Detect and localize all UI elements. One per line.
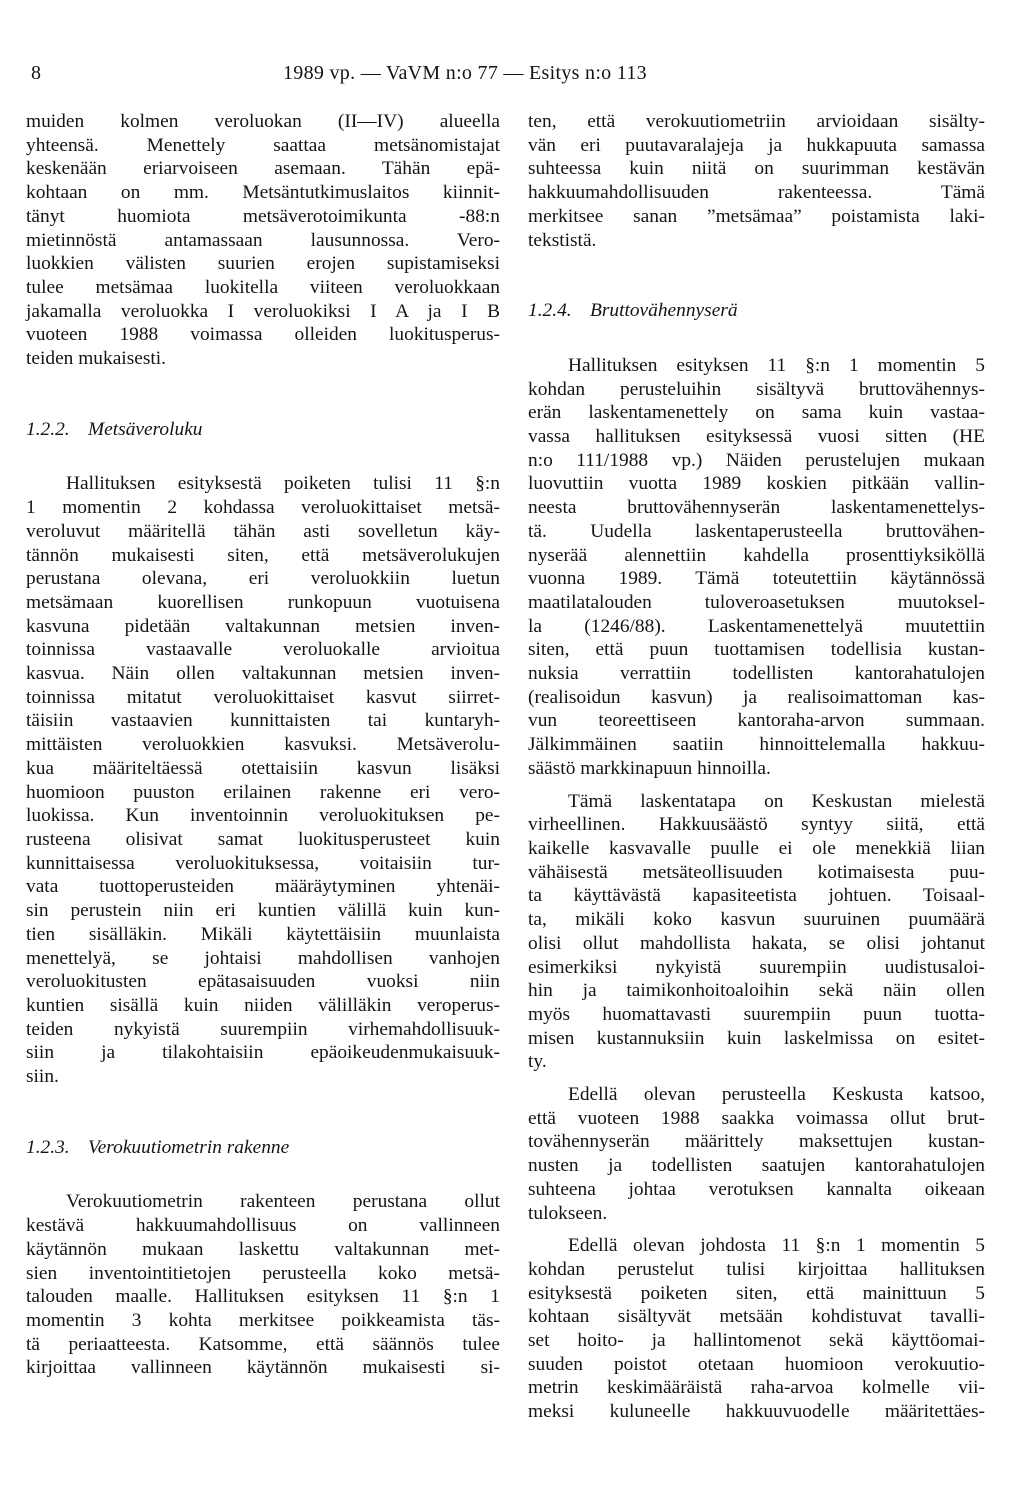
paragraph [528,110,985,252]
text-line: kohdan perusteluihin sisältyvä bruttovähennys- [528,378,985,400]
text-line: yhteensä. Menettely saattaa metsänomistajat [26,134,500,156]
running-head: 1989 vp. — VaVM n:o 77 — Esitys n:o 113 [283,62,647,84]
section-number: 1.2.4. [528,300,572,322]
text-line: kunnittaisessa veroluokituksessa, voitaisiin tur- [26,852,500,874]
text-line: luovuttiin vuotta 1989 koskien pitkään vallin- [528,473,985,495]
text-line: kohtaan on mm. Metsäntutkimuslaitos kiinnit- [26,182,500,204]
page-number: 8 [31,62,41,84]
paragraph [26,1190,500,1380]
text-line: siten, että puun tuottamisen todellisia kustan- [528,639,985,661]
paragraph [528,354,985,781]
text-line: kirjoittaa vallinneen käytännön mukaisesti si- [26,1357,500,1379]
text-line: esimerkiksi nykyistä suurempiin uudistusaloi- [528,956,985,978]
text-line: toinnissa mitatut veroluokittaiset kasvut siirret- [26,686,500,708]
section-heading-verokuutiometrin-rakenne [26,1136,500,1160]
section-title: Bruttovähennyserä [590,300,738,322]
section-number: 1.2.2. [26,418,70,440]
text-line: kohtaan sisältyvät metsään kohdistuvat tavalli- [528,1306,985,1328]
text-line: vata tuottoperusteiden määräytyminen yhtenäi- [26,876,500,898]
text-line: la (1246/88). Laskentamenettelyä muutettiin [528,615,985,637]
text-line: esityksestä poiketen siten, että mainittuun 5 [528,1282,985,1304]
text-line: tovähennyserän määrittely maksettujen kustan- [528,1131,985,1153]
text-line: ta käyttävästä kapasiteetista johtuen. Toisaal- [528,885,985,907]
text-line: säästö markkinapuun hinnoilla. [528,757,771,779]
text-line: neesta bruttovähennyserän laskentamenettelys- [528,497,985,519]
text-line: teiden mukaisesti. [26,348,167,370]
text-line: set hoito- ja hallintomenot sekä käyttöomai- [528,1330,985,1352]
text-line: siin ja tilakohtaisiin epäoikeudenmukaisuuk- [26,1042,500,1064]
paragraph [26,472,500,1088]
text-line: luokkien välisten suurien erojen supistamiseksi [26,253,500,275]
text-line: (realisoidun kasvun) ja realisoimattoman kas- [528,686,985,708]
text-line: 1 momentin 2 kohdassa veroluokittaiset metsä- [26,497,500,519]
paragraph [528,1234,985,1424]
text-line: perustana olevana, eri veroluokkiin luetun [26,568,500,590]
text-line: kuntien sisällä kuin niiden välilläkin veroperus- [26,994,500,1016]
text-line: vassa hallituksen esityksessä vuosi sitten (HE [528,426,985,448]
text-line: huomioon puuston erilainen rakenne eri vero- [26,781,500,803]
text-line: merkitsee sanan ”metsämaa” poistamista laki- [528,205,985,227]
paragraph [26,110,500,371]
section-title: Metsäveroluku [88,418,203,440]
text-line: kua määriteltäessä otettaisiin kasvun lisäksi [26,757,500,779]
text-line: talouden maalle. Hallituksen esityksen 11 §:n 1 [26,1286,500,1308]
text-line: metrin keskimääräistä raha-arvoa kolmelle vii- [528,1377,985,1399]
left-column [26,110,500,1380]
text-line: ta, mikäli koko kasvun suuruinen puumäärä [528,909,985,931]
text-line: vuonna 1989. Tämä toteutettiin käytännössä [528,568,985,590]
right-column [528,110,985,1424]
text-line: kasvua. Näin ollen valtakunnan metsien inven- [26,663,500,685]
text-line: suhteessa kuin niitä on suurimman kestävän [528,158,985,180]
text-line: kasvuna pidetään valtakunnan metsien inven- [26,615,500,637]
text-line: vän eri puutavaralajeja ja hukkapuuta samassa [528,134,985,156]
text-line: menettelyä, se johtaisi mahdollisen vanhojen [26,947,500,969]
section-number: 1.2.3. [26,1136,70,1158]
text-line: nusten ja todellisten saatujen kantorahatulojen [528,1155,985,1177]
text-line: rusteena olisivat samat luokitusperusteet kuin [26,828,500,850]
section-heading-bruttovahennysera [528,299,985,323]
text-line: Hallituksen esityksen 11 §:n 1 momentin 5 [568,354,985,376]
text-line: virheellinen. Hakkuusäästö syntyy siitä, että [528,814,985,836]
text-line: hin ja taimikonhoitoaloihin sekä näin ollen [528,980,985,1002]
paragraph [528,1083,985,1225]
text-line: olisi ollut mahdollista hakata, se olisi johtanut [528,932,985,954]
text-line: tännön mukaisesti siten, että metsäverolukujen [26,544,500,566]
text-line: tulokseen. [528,1202,608,1224]
paragraph [528,790,985,1074]
text-line: myös huomattavasti suurempiin puun tuotta- [528,1003,985,1025]
text-line: kohdan perustelut tulisi kirjoittaa hallituksen [528,1258,985,1280]
text-line: tekstistä. [528,229,597,251]
text-line: tänyt huomiota metsäverotoimikunta -88:n [26,205,500,227]
text-line: tulee metsämaa luokitella viiteen veroluokkaan [26,276,500,298]
text-line: n:o 111/1988 vp.) Näiden perustelujen mukaan [528,449,985,471]
text-line: meksi kuluneelle hakkuuvuodelle määritettäes- [528,1401,985,1423]
text-line: Tämä laskentatapa on Keskustan mielestä [568,790,985,812]
text-line: veroluokitusten epätasaisuuden vuoksi niin [26,971,500,993]
text-line: mittäisten veroluokkien kasvuksi. Metsäverolu- [26,734,500,756]
text-line: tä. Uudella laskentaperusteella bruttovähen- [528,520,985,542]
text-line: misen kustannuksiin kuin laskelmissa on esitet- [528,1027,985,1049]
text-line: vähäisestä metsäteollisuuden kotimaisesta puu- [528,861,985,883]
text-line: sin perustein niin eri kuntien välillä kuin kun- [26,900,500,922]
text-line: nyserää alennettiin kahdella prosenttiyksiköllä [528,544,985,566]
text-line: ty. [528,1051,547,1073]
text-line: veroluvut määritellä tähän asti sovelletun käy- [26,520,500,542]
text-line: kestävä hakkuumahdollisuus on vallinneen [26,1215,500,1237]
text-line: hakkuumahdollisuuden rakenteessa. Tämä [528,182,985,204]
text-line: Hallituksen esityksestä poiketen tulisi 11 §:n [66,473,500,495]
page-header [0,62,1024,90]
text-line: että vuoteen 1988 saakka voimassa ollut brut- [528,1107,985,1129]
text-line: ten, että verokuutiometriin arvioidaan sisälty- [528,111,985,132]
text-line: maatilatalouden tuloveroasetuksen muutoksel- [528,591,985,613]
section-heading-metsaveroluku [26,418,500,442]
text-line: vuoteen 1988 voimassa olleiden luokitusperus- [26,324,500,346]
text-line: nuksia verrattiin todellisten kantorahatulojen [528,663,985,685]
text-line: jakamalla veroluokka I veroluokiksi I A ja I B [26,300,500,322]
text-line: täisiin vastaavien kunnittaisten tai kuntaryh- [26,710,500,732]
text-line: tä periaatteesta. Katsomme, että säännös tulee [26,1333,500,1355]
section-title: Verokuutiometrin rakenne [88,1136,290,1158]
text-line: teiden nykyistä suurempiin virhemahdollisuuk- [26,1018,500,1040]
text-line: toinnissa vastaavalle veroluokalle arvioitua [26,639,500,661]
text-line: vun teoreettiseen kantoraha-arvon summaan. [528,710,985,732]
text-line: Verokuutiometrin rakenteen perustana ollut [66,1191,500,1213]
text-line: tien sisälläkin. Mikäli käytettäisiin muunlaista [26,923,500,945]
text-line: keskenään eriarvoiseen asemaan. Tähän epä- [26,158,500,180]
text-line: luokissa. Kun inventoinnin veroluokituksen pe- [26,805,500,827]
text-line: siin. [26,1066,59,1088]
text-line: mietinnöstä antamassaan lausunnossa. Vero- [26,229,500,251]
text-line: Jälkimmäinen saatiin hinnoittelemalla hakkuu- [528,734,985,756]
text-line: metsämaan kuorellisen runkopuun vuotuisena [26,591,500,613]
text-line: Edellä olevan johdosta 11 §:n 1 momentin 5 [568,1235,985,1257]
text-line: suuden poistot otetaan huomioon verokuutio- [528,1353,985,1375]
text-line: muiden kolmen veroluokan (II—IV) alueella [26,111,500,132]
text-line: käytännön mukaan laskettu valtakunnan met- [26,1238,500,1260]
text-line: kaikelle kasvavalle puulle ei ole menekkiä liian [528,837,985,859]
text-line: momentin 3 kohta merkitsee poikkeamista täs- [26,1309,500,1331]
text-line: Edellä olevan perusteella Keskusta katsoo, [568,1084,985,1106]
text-line: sien inventointitietojen perusteella koko metsä- [26,1262,500,1284]
text-line: suhteena johtaa verotuksen kannalta oikeaan [528,1178,985,1200]
text-line: erän laskentamenettely on sama kuin vastaa- [528,402,985,424]
